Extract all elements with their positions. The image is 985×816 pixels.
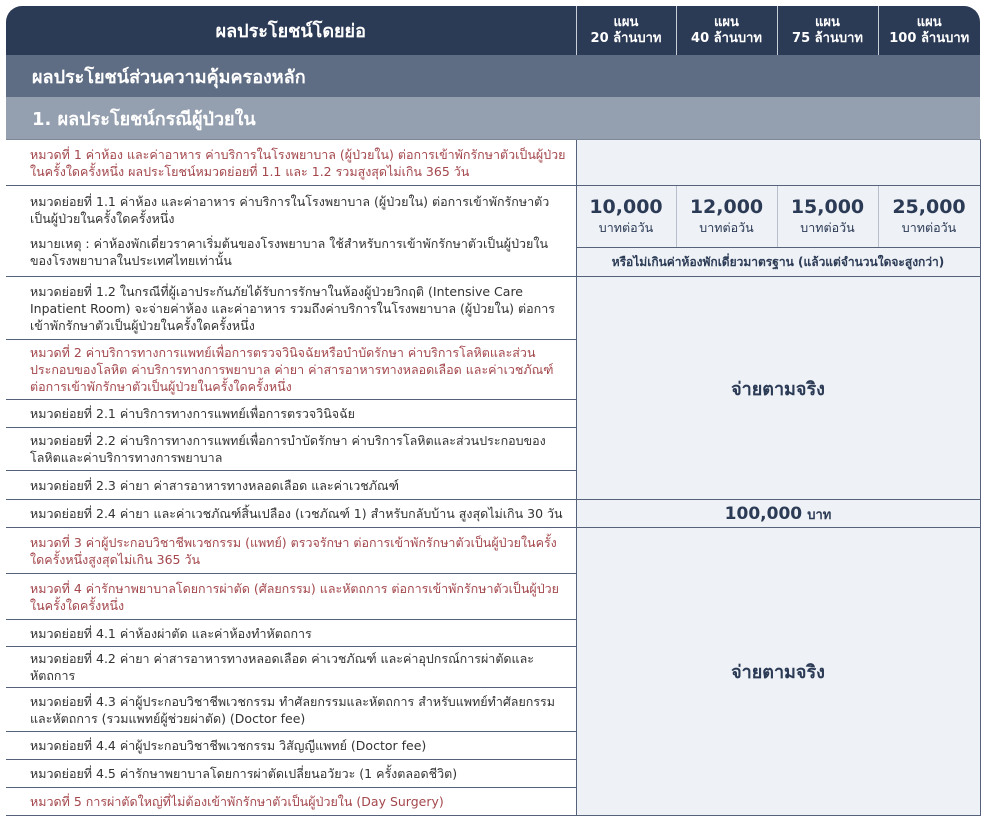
table-header <box>6 6 980 55</box>
subcategory-4-4: หมวดย่อยที่ 4.4 ค่าผู้ประกอบวิชาชีพเวชกรรม วิสัญญีแพทย์ (Doctor fee) <box>6 732 576 760</box>
room-rate-plan-20: 10,000 บาทต่อวัน <box>576 186 676 248</box>
subcategory-1-1 <box>6 186 576 277</box>
category-2: หมวดที่ 2 ค่าบริการทางการแพทย์เพื่อการตรวจวินิจฉัยหรือบำบัดรักษา ค่าบริการโลหิตและส่วนประกอบของโลหิต ค่าบริการทางการพยาบาล ค่ายา ค่าสารอาหารทางหลอดเลือด และค่าเวชภัณฑ์ ต่อการเข้าพักรักษาตัวเป็นผู้ป่วยในครั้งใดครั้งหนึ่ง <box>6 340 576 400</box>
subcategory-2-4: หมวดย่อยที่ 2.4 ค่ายา และค่าเวชภัณฑ์สิ้นเปลือง (เวชภัณฑ์ 1) สำหรับกลับบ้าน สูงสุดไม่เกิน 30 วัน <box>6 500 576 528</box>
empty-value-cell <box>576 140 980 186</box>
room-rate-note: หรือไม่เกินค่าห้องพักเดี่ยวมาตรฐาน (แล้วแต่จำนวนใดจะสูงกว่า) <box>576 248 980 277</box>
pay-actual-cell: จ่ายตามจริง <box>576 277 980 500</box>
benefits-table <box>6 6 981 816</box>
subcategory-4-5: หมวดย่อยที่ 4.5 ค่ารักษาพยาบาลโดยการผ่าตัดเปลี่ยนอวัยวะ (1 ครั้งตลอดชีวิต) <box>6 760 576 788</box>
room-rate-plan-100: 25,000 บาทต่อวัน <box>878 186 980 248</box>
home-meds-limit: 100,000 บาท <box>576 500 980 528</box>
subcategory-2-3: หมวดย่อยที่ 2.3 ค่ายา ค่าสารอาหารทางหลอดเลือด และค่าเวชภัณฑ์ <box>6 471 576 500</box>
subsection-heading: 1. ผลประโยชน์กรณีผู้ป่วยใน <box>6 97 980 140</box>
subcategory-2-1: หมวดย่อยที่ 2.1 ค่าบริการทางการแพทย์เพื่อการตรวจวินิจฉัย <box>6 400 576 428</box>
room-rate-plan-40: 12,000 บาทต่อวัน <box>676 186 777 248</box>
subcategory-4-1: หมวดย่อยที่ 4.1 ค่าห้องผ่าตัด และค่าห้องทำหัตถการ <box>6 620 576 647</box>
room-rate-plan-75: 15,000 บาทต่อวัน <box>777 186 878 248</box>
plan-75-header: แผน 75 ล้านบาท <box>777 6 878 55</box>
subcategory-1-2: หมวดย่อยที่ 1.2 ในกรณีที่ผู้เอาประกันภัยได้รับการรักษาในห้องผู้ป่วยวิกฤติ (Intensive Care Inpatient Room) จะจ่ายค่าห้อง และค่าอาหาร รวมถึงค่าบริการในโรงพยาบาล (ผู้ป่วยใน) ต่อการเข้าพักรักษาตัวเป็นผู้ป่วยในครั้งใดครั้งหนึ่ง <box>6 277 576 340</box>
subcategory-2-2: หมวดย่อยที่ 2.2 ค่าบริการทางการแพทย์เพื่อการบำบัดรักษา ค่าบริการโลหิตและส่วนประกอบของโลหิตและค่าบริการทางการพยาบาล <box>6 428 576 471</box>
category-3: หมวดที่ 3 ค่าผู้ประกอบวิชาชีพเวชกรรม (แพทย์) ตรวจรักษา ต่อการเข้าพักรักษาตัวเป็นผู้ป่วยในครั้งใดครั้งหนึ่งสูงสุดไม่เกิน 365 วัน <box>6 528 576 574</box>
pay-actual-cell: จ่ายตามจริง <box>576 528 980 816</box>
benefits-table-container <box>6 6 980 816</box>
header-title: ผลประโยชน์โดยย่อ <box>6 6 576 55</box>
section-heading: ผลประโยชน์ส่วนความคุ้มครองหลัก <box>6 55 980 97</box>
room-rate-remark: หมายเหตุ : ค่าห้องพักเดี่ยวราคาเริ่มต้นของโรงพยาบาล ใช้สำหรับการเข้าพักรักษาตัวเป็นผู้ป่วยในของโรงพยาบาลในประเทศไทยเท่านั้น <box>30 236 548 268</box>
category-1: หมวดที่ 1 ค่าห้อง และค่าอาหาร ค่าบริการในโรงพยาบาล (ผู้ป่วยใน) ต่อการเข้าพักรักษาตัวเป็นผู้ป่วยในครั้งใดครั้งหนึ่ง ผลประโยชน์หมวดย่อยที่ 1.1 และ 1.2 รวมสูงสุดไม่เกิน 365 วัน <box>6 140 576 186</box>
plan-20-header: แผน 20 ล้านบาท <box>576 6 676 55</box>
subcategory-4-2: หมวดย่อยที่ 4.2 ค่ายา ค่าสารอาหารทางหลอดเลือด ค่าเวชภัณฑ์ และค่าอุปกรณ์การผ่าตัดและหัตถการ <box>6 647 576 688</box>
plan-100-header: แผน 100 ล้านบาท <box>878 6 980 55</box>
subcategory-1-1-text: หมวดย่อยที่ 1.1 ค่าห้อง และค่าอาหาร ค่าบริการในโรงพยาบาล (ผู้ป่วยใน) ต่อการเข้าพักรักษาตัวเป็นผู้ป่วยในครั้งใดครั้งหนึ่ง <box>30 194 550 226</box>
subcategory-4-3: หมวดย่อยที่ 4.3 ค่าผู้ประกอบวิชาชีพเวชกรรม ทำศัลยกรรมและหัตถการ สำหรับแพทย์ทำศัลยกรรมและหัตถการ (รวมแพทย์ผู้ช่วยผ่าตัด) (Doctor fee) <box>6 688 576 732</box>
plan-40-header: แผน 40 ล้านบาท <box>676 6 777 55</box>
category-5: หมวดที่ 5 การผ่าตัดใหญ่ที่ไม่ต้องเข้าพักรักษาตัวเป็นผู้ป่วยใน (Day Surgery) <box>6 788 576 816</box>
category-4: หมวดที่ 4 ค่ารักษาพยาบาลโดยการผ่าตัด (ศัลยกรรม) และหัตถการ ต่อการเข้าพักรักษาตัวเป็นผู้ป่วยในครั้งใดครั้งหนึ่ง <box>6 574 576 620</box>
